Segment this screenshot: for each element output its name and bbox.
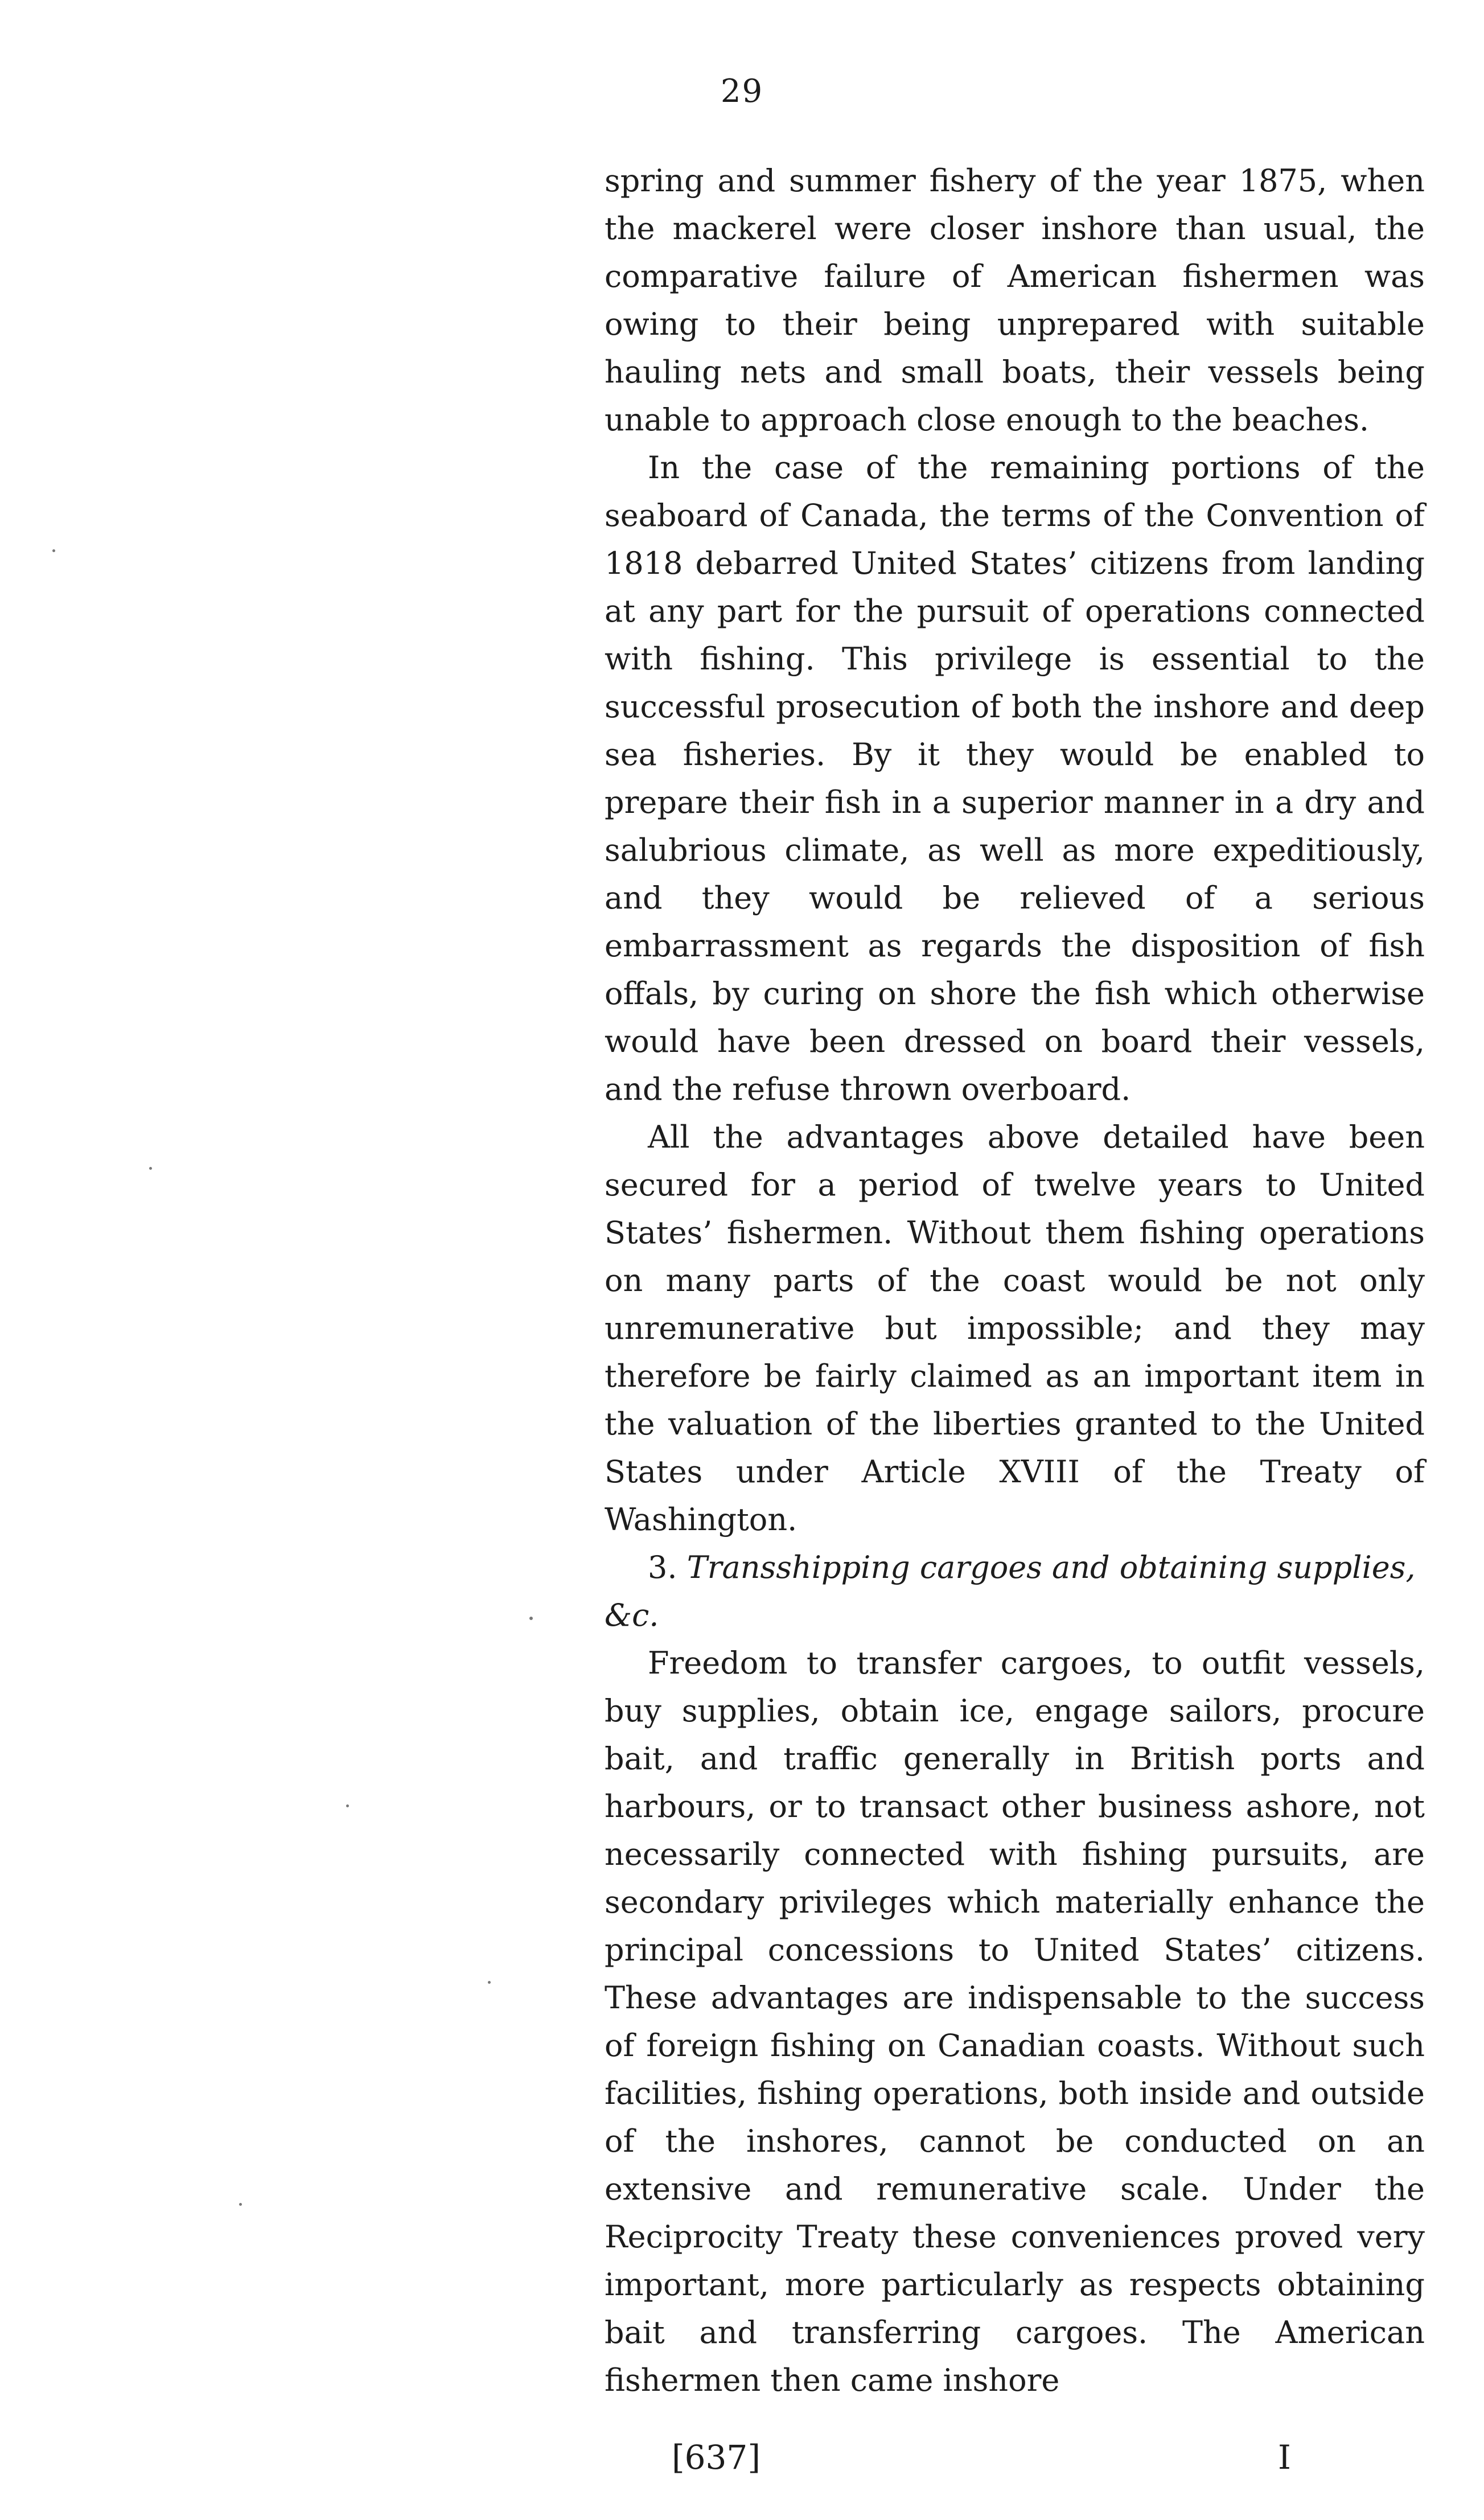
scan-speck [529,1617,533,1620]
paragraph-seaboard-convention: In the case of the remaining portions of the seaboard of Canada, the terms of the Convention of 1818 debarred United States’ citizens from landing at any part for the pursuit of operations connected with fishing. This privilege is essential to the successful prosecution of both the inshore and deep sea fisheries. By it they would be enabled to prepare their fish in a superior manner in a dry and salubrious climate, as well as more expeditiously, and they would be relieved of a serious embarrassment as regards the disposition of fish offals, by curing on shore the fish which otherwise would have been dressed on board their vessels, and the refuse thrown overboard. [605,450,1425,1107]
paragraph-advantages-secured: All the advantages above detailed have been secured for a period of twelve years to United States’ fishermen. Without them fishing operations on many parts of the coast would be not only unremunerative but impossible; and they may therefore be fairly claimed as an important item in the valuation of the liberties granted to the United States under Article XVIII of the Treaty of Washington. [605,1119,1425,1538]
paragraph-freedom-transfer: Freedom to transfer cargoes, to outfit vessels, buy supplies, obtain ice, engage sailors, procure bait, and traffic generally in British ports and harbours, or to transact other business ashore, not necessarily connected with fishing pursuits, are secondary privileges which materially enhance the principal concessions to United States’ citizens. These advantages are indispensable to the success of foreign fishing on Canadian coasts. Without such facilities, fishing operations, both inside and outside of the inshores, cannot be conducted on an extensive and remunerative scale. Under the Reciprocity Treaty these conveniences proved very important, more particularly as respects obtaining bait and transferring cargoes. The American fishermen then came inshore [605,1645,1425,2398]
scan-speck [346,1804,349,1807]
body-text [605,157,1425,2404]
section-heading [605,1544,1425,1639]
sheet-letter: I [1278,2438,1291,2477]
paragraph-continuation: spring and summer fishery of the year 1875, when the mackerel were closer inshore than usual, the comparative failure of American fishermen was owing to their being unprepared with suitable hauling nets and small boats, their vessels being unable to approach close enough to the beaches. [605,163,1425,438]
scan-speck [149,1167,152,1170]
section-title: Transshipping cargoes and obtaining supplies, &c. [605,1549,1416,1633]
section-number: 3. [648,1549,677,1585]
signature-mark: [637] [672,2438,761,2477]
page-number: 29 [720,73,764,110]
scan-speck [239,2203,242,2206]
scan-speck [52,549,55,552]
scan-speck [488,1981,491,1984]
